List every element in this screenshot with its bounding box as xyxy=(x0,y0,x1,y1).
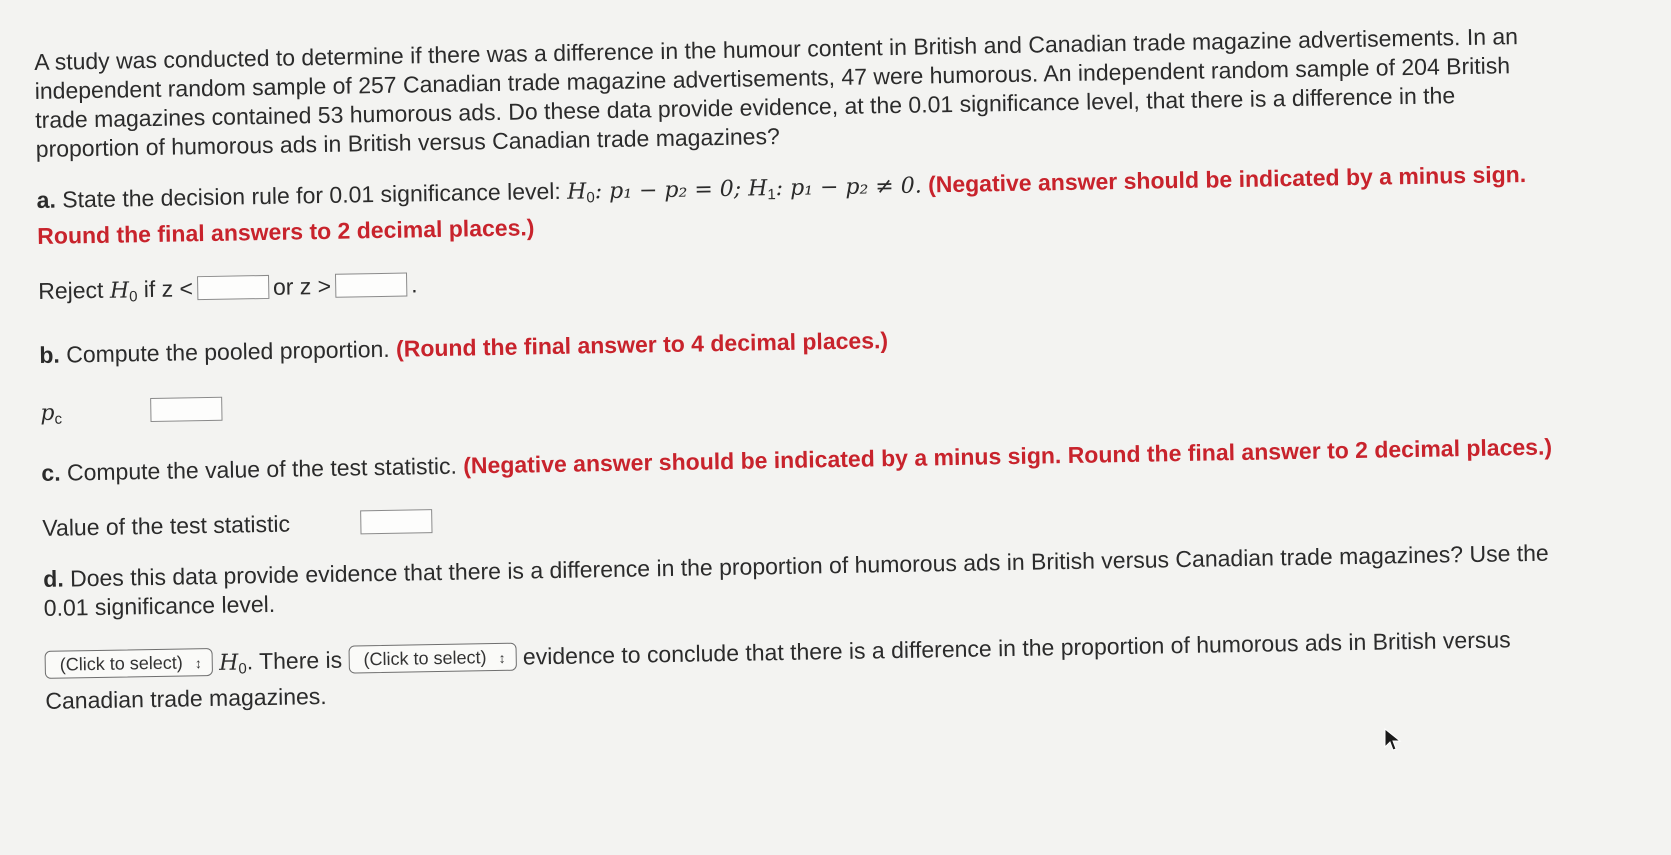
lower-critical-value-input[interactable] xyxy=(197,275,269,300)
question-content xyxy=(34,21,1575,716)
part-c-letter: c. xyxy=(41,459,61,486)
part-a-instruction: (Negative answer should be indicated by a minus sign. Round the final answers to 2 decimal places.) xyxy=(37,160,1527,249)
select-arrow-icon: ↕ xyxy=(194,655,202,672)
part-b-letter: b. xyxy=(39,341,61,368)
conclusion-end: evidence to conclude that there is a difference in the proportion of humorous ads in British versus Canadian trade magazines. xyxy=(45,626,1511,714)
evidence-select-label: (Click to select) xyxy=(363,647,487,670)
h0-subscript: 0 xyxy=(586,189,595,207)
conclusion-h-subscript: 0 xyxy=(238,660,247,678)
part-c xyxy=(41,432,1571,488)
pc-symbol: p xyxy=(40,400,55,426)
part-d-letter: d. xyxy=(43,565,64,592)
question-intro: A study was conducted to determine if there was a difference in the humour content in British and Canadian trade magazine advertisements. In an independent random sample of 257 Canadian trade magazine advertisements, 47 were humorous. An independent random sample of 204 British trade magazines contained 53 humorous ads. Do these data provide evidence, at the 0.01 significance level, that there is a difference in the proportion of humorous ads in British versus Canadian trade magazines? xyxy=(34,23,1519,162)
upper-critical-value-input[interactable] xyxy=(335,273,407,298)
reject-prefix: Reject xyxy=(38,276,111,304)
conclusion-row xyxy=(45,624,1576,716)
pc-subscript: c xyxy=(54,410,63,428)
part-b xyxy=(39,314,1569,370)
part-a-text: State the decision rule for 0.01 significance level: xyxy=(62,177,568,213)
test-statistic-row xyxy=(42,487,1572,543)
conclusion-h-symbol: H xyxy=(218,650,239,676)
reject-period: . xyxy=(410,271,418,298)
part-d xyxy=(43,538,1574,623)
decision-select[interactable] xyxy=(45,648,213,679)
select-arrow-icon: ↕ xyxy=(498,649,506,666)
part-a-letter: a. xyxy=(36,186,57,213)
reject-if-z-lt: if z < xyxy=(137,275,194,303)
h1-symbol: H xyxy=(747,176,768,202)
pooled-proportion-row xyxy=(40,371,1570,434)
h1-expression: : p₁ − p₂ ≠ 0. xyxy=(775,173,922,202)
part-d-text: Does this data provide evidence that there is a difference in the proportion of humorous ads in British versus Canadian trade magazines? Use the 0.01 significance level. xyxy=(43,539,1549,621)
part-a xyxy=(36,159,1567,251)
part-c-text: Compute the value of the test statistic. xyxy=(66,452,464,486)
part-b-text: Compute the pooled proportion. xyxy=(65,335,397,368)
pooled-proportion-input[interactable] xyxy=(150,397,222,422)
h0-symbol: H xyxy=(566,179,587,205)
h1-subscript: 1 xyxy=(767,186,776,204)
reject-h-subscript: 0 xyxy=(128,288,138,306)
pointer-cursor-icon xyxy=(1383,727,1403,753)
h0-expression: : p₁ − p₂ = 0; xyxy=(594,176,749,205)
conclusion-mid: . There is xyxy=(246,646,349,675)
part-b-instruction: (Round the final answer to 4 decimal places.) xyxy=(395,327,889,362)
reject-or-z-gt: or z > xyxy=(272,272,332,300)
reject-rule-row xyxy=(38,250,1568,313)
evidence-select[interactable] xyxy=(348,643,516,674)
test-statistic-input[interactable] xyxy=(360,509,432,534)
part-c-instruction: (Negative answer should be indicated by a minus sign. Round the final answer to 2 decimal places.) xyxy=(463,433,1553,479)
decision-select-label: (Click to select) xyxy=(59,652,183,675)
reject-h-symbol: H xyxy=(109,278,130,304)
test-statistic-label: Value of the test statistic xyxy=(42,510,291,541)
